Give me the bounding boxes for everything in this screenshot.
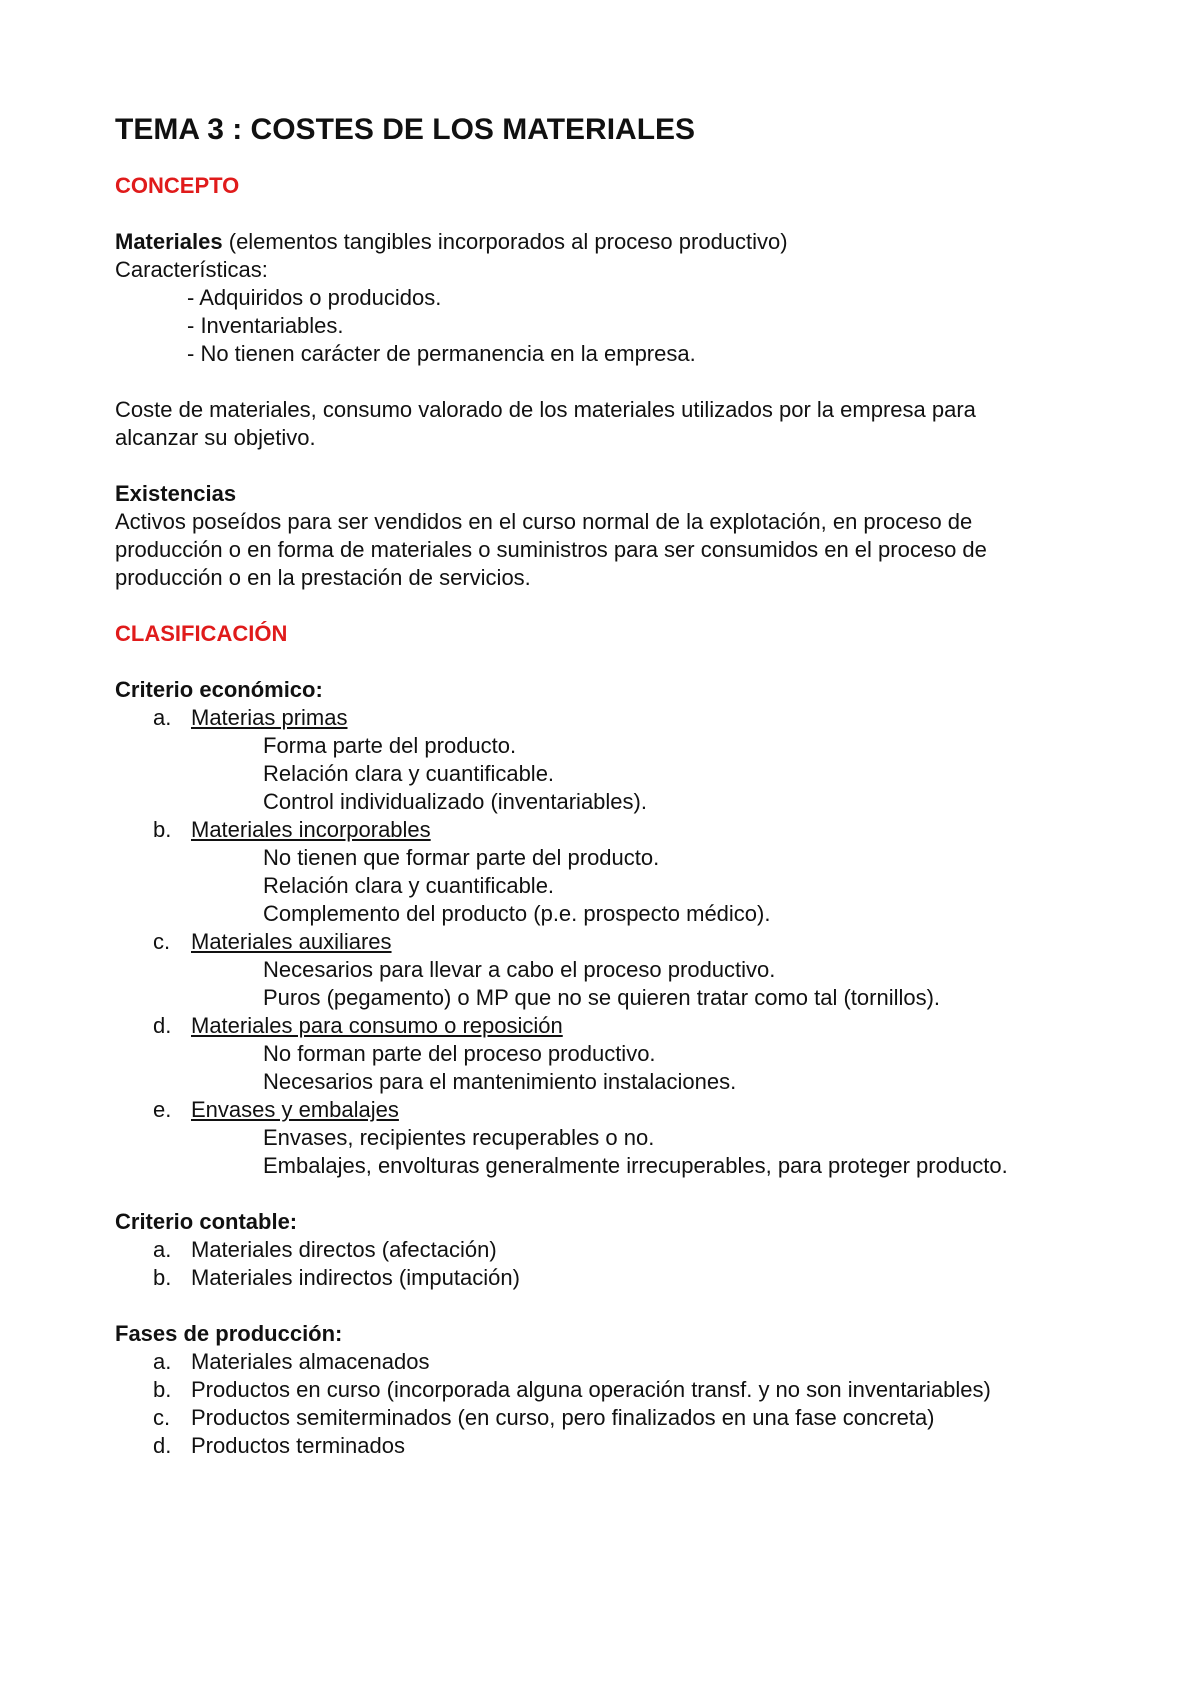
list-item — [115, 816, 1100, 844]
list-marker: a. — [153, 705, 172, 730]
list-item-title: Materiales para consumo o reposición — [191, 1013, 563, 1038]
spacer — [115, 452, 1100, 480]
list-item-detail: Control individualizado (inventariables). — [263, 789, 647, 814]
concepto-heading: CONCEPTO — [115, 173, 240, 198]
list-item-detail: Necesarios para llevar a cabo el proceso productivo. — [263, 957, 776, 982]
fases-produccion-label: Fases de producción: — [115, 1321, 343, 1346]
existencias-line: producción o en la prestación de servicios. — [115, 565, 531, 590]
spacer — [115, 592, 1100, 620]
list-item — [115, 1012, 1100, 1040]
list-item — [115, 1432, 1100, 1460]
list-marker: b. — [153, 1265, 172, 1290]
list-item-detail: Envases, recipientes recuperables o no. — [263, 1125, 655, 1150]
list-marker: a. — [153, 1349, 172, 1374]
spacer — [115, 1180, 1100, 1208]
materiales-text: (elementos tangibles incorporados al proceso productivo) — [222, 229, 788, 254]
list-item-text: Materiales almacenados — [191, 1349, 430, 1374]
list-marker: a. — [153, 1237, 172, 1262]
list-item-text: Materiales indirectos (imputación) — [191, 1265, 520, 1290]
list-item-detail: Necesarios para el mantenimiento instalaciones. — [263, 1069, 737, 1094]
list-item-detail: Relación clara y cuantificable. — [263, 873, 555, 898]
list-marker: d. — [153, 1433, 172, 1458]
fases-produccion-list — [115, 1348, 1100, 1460]
list-item — [115, 1404, 1100, 1432]
list-item — [115, 928, 1100, 956]
list-marker: b. — [153, 817, 172, 842]
list-item — [115, 1348, 1100, 1376]
list-item-detail: Forma parte del producto. — [263, 733, 517, 758]
document-content — [115, 110, 1100, 1460]
list-item-text: Productos terminados — [191, 1433, 405, 1458]
page-title: TEMA 3 : COSTES DE LOS MATERIALES — [115, 113, 696, 146]
list-item-detail: No tienen que formar parte del producto. — [263, 845, 660, 870]
spacer — [115, 368, 1100, 396]
existencias-line: producción o en forma de materiales o suministros para ser consumidos en el proceso de — [115, 537, 987, 562]
list-item — [115, 1236, 1100, 1264]
spacer — [115, 1292, 1100, 1320]
coste-paragraph-line: Coste de materiales, consumo valorado de los materiales utilizados por la empresa para — [115, 397, 976, 422]
list-item-detail: Complemento del producto (p.e. prospecto médico). — [263, 901, 771, 926]
list-marker: c. — [153, 1405, 171, 1430]
existencias-label: Existencias — [115, 481, 237, 506]
criterio-economico-label: Criterio económico: — [115, 677, 323, 702]
criterio-contable-label: Criterio contable: — [115, 1209, 298, 1234]
list-item — [115, 704, 1100, 732]
list-item-text: Productos semiterminados (en curso, pero finalizados en una fase concreta) — [191, 1405, 935, 1430]
criterio-economico-list — [115, 704, 1100, 1180]
materiales-label: Materiales — [115, 229, 223, 254]
caracteristica-item: - No tienen carácter de permanencia en la empresa. — [187, 341, 696, 366]
list-item-title: Materiales incorporables — [191, 817, 431, 842]
caracteristica-item: - Adquiridos o producidos. — [187, 285, 442, 310]
list-item-detail: Puros (pegamento) o MP que no se quieren tratar como tal (tornillos). — [263, 985, 941, 1010]
list-marker: b. — [153, 1377, 172, 1402]
list-item — [115, 1264, 1100, 1292]
list-item-detail: No forman parte del proceso productivo. — [263, 1041, 656, 1066]
list-marker: d. — [153, 1013, 172, 1038]
list-marker: c. — [153, 929, 171, 954]
list-item-text: Productos en curso (incorporada alguna operación transf. y no son inventariables) — [191, 1377, 991, 1402]
existencias-line: Activos poseídos para ser vendidos en el curso normal de la explotación, en proceso de — [115, 509, 973, 534]
list-item-title: Materias primas — [191, 705, 348, 730]
caracteristicas-label: Características: — [115, 257, 268, 282]
criterio-contable-list — [115, 1236, 1100, 1292]
materiales-paragraph — [115, 228, 1100, 256]
list-item-title: Materiales auxiliares — [191, 929, 392, 954]
list-item-text: Materiales directos (afectación) — [191, 1237, 497, 1262]
list-marker: e. — [153, 1097, 172, 1122]
list-item-title: Envases y embalajes — [191, 1097, 399, 1122]
caracteristica-item: - Inventariables. — [187, 313, 344, 338]
list-item-detail: Embalajes, envolturas generalmente irrecuperables, para proteger producto. — [263, 1153, 1008, 1178]
list-item — [115, 1376, 1100, 1404]
coste-paragraph-line: alcanzar su objetivo. — [115, 425, 316, 450]
list-item — [115, 1096, 1100, 1124]
clasificacion-heading: CLASIFICACIÓN — [115, 621, 288, 646]
list-item-detail: Relación clara y cuantificable. — [263, 761, 555, 786]
